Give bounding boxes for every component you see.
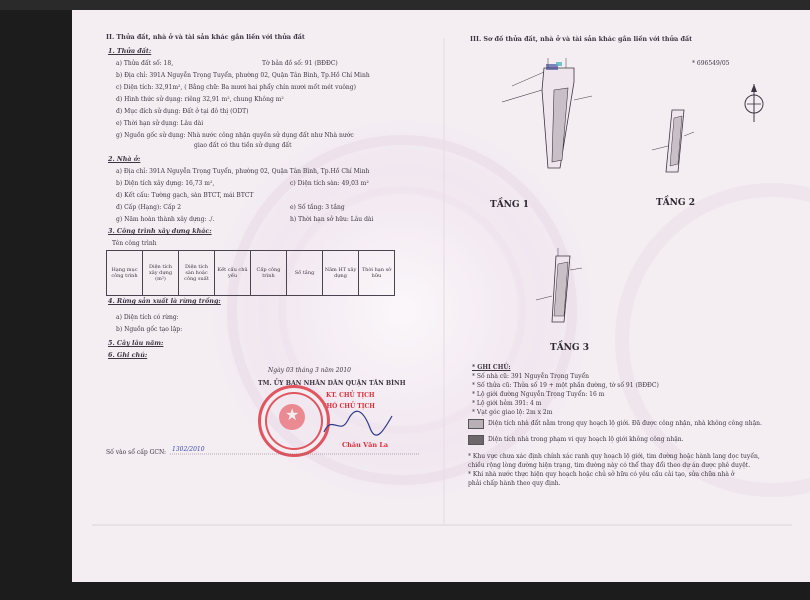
house-built-area: b) Diện tích xây dựng: 16,73 m², — [116, 180, 215, 187]
house-structure: d) Kết cấu: Tường gạch, sàn BTCT, mái BTCT — [116, 192, 254, 199]
issue-date: Ngày 03 tháng 3 năm 2010 — [268, 367, 352, 374]
house-year: g) Năm hoàn thành xây dựng: ./. — [116, 216, 215, 223]
house-owner-term: h) Thời hạn sở hữu: Lâu dài — [290, 216, 374, 223]
house-grade: đ) Cấp (Hạng): Cấp 2 — [116, 204, 182, 211]
table-header: Diện tích sàn hoặc công suất — [179, 251, 215, 296]
legend-text-recognized: Diện tích nhà đất nằm trong quy hoạch lộ giới. Đã được công nhận, nhà không công nhận. — [488, 420, 762, 427]
construction-table — [106, 250, 395, 296]
plot-number: a) Thửa đất số: 18, — [116, 60, 174, 67]
right-notes-title: * GHI CHÚ: — [472, 364, 511, 371]
table-header: Thời hạn sở hữu — [359, 251, 395, 296]
certificate-number: * 696549/05 — [692, 60, 730, 67]
table-header: Năm HT xây dựng — [323, 251, 359, 296]
map-sheet: Tờ bản đồ số: 91 (BĐĐC) — [262, 60, 338, 67]
floor-1-plan — [482, 50, 602, 200]
table-header: Cấp công trình — [251, 251, 287, 296]
note-line: * Số thửa cũ: Thửa số 19 + một phần đường, tờ số 91 (BĐĐC) — [472, 382, 659, 389]
extra-note-line: chiều rộng lòng đường hiện trạng, tim đường này có thể thay đổi theo dự án được phê duyệt. — [468, 462, 751, 469]
authority-role-1: KT. CHỦ TỊCH — [326, 392, 375, 399]
floor-3-plan — [518, 246, 588, 336]
gcn-underline — [170, 453, 420, 456]
forest-origin: b) Nguồn gốc tạo lập: — [116, 326, 183, 333]
house-title: 2. Nhà ở: — [108, 155, 141, 163]
land-address: b) Địa chỉ: 391A Nguyễn Trọng Tuyển, phường 02, Quận Tân Bình, Tp.Hồ Chí Minh — [116, 72, 370, 79]
notes-title: 6. Ghi chú: — [108, 351, 148, 359]
note-line: * Vạt góc giao lộ: 2m x 2m — [472, 409, 553, 416]
legend-text-unrecognized: Diện tích nhà trong phạm vi quy hoạch lộ giới không công nhận. — [488, 436, 684, 443]
section-iii-heading: III. Sơ đồ thửa đất, nhà ở và tài sản khác gắn liền với thửa đất — [470, 35, 693, 43]
note-line: * Số nhà cũ: 391 Nguyễn Trọng Tuyển — [472, 373, 590, 380]
table-header: Hạng mục công trình — [107, 251, 143, 296]
floor-1-label: TẦNG 1 — [490, 200, 529, 210]
legend-swatch-recognized — [468, 419, 484, 429]
table-header: Kết cấu chủ yếu — [215, 251, 251, 296]
section-ii-heading: II. Thửa đất, nhà ở và tài sản khác gắn liền với thửa đất — [106, 33, 305, 41]
use-origin-cont: giao đất có thu tiền sử dụng đất — [194, 142, 292, 149]
signature — [318, 410, 398, 440]
extra-note-line: * Khu vực chưa xác định chính xác ranh quy hoạch lộ giới, tim đường hoặc hành lang dọc tuyến, — [468, 453, 760, 460]
table-row — [107, 251, 395, 296]
floor-2-label: TẦNG 2 — [656, 198, 695, 208]
legend-swatch-unrecognized — [468, 435, 484, 445]
extra-note-line: * Khi nhà nước thực hiện quy hoạch hoặc chủ sở hữu có yêu cầu cải tạo, sửa chữa nhà ở — [468, 471, 735, 478]
extra-note-line: phải chấp hành theo quy định. — [468, 480, 561, 487]
house-floors: e) Số tầng: 3 tầng — [290, 204, 345, 211]
house-address: a) Địa chỉ: 391A Nguyễn Trọng Tuyển, phường 02, Quận Tân Bình, Tp.Hồ Chí Minh — [116, 168, 370, 175]
table-header: Số tầng — [287, 251, 323, 296]
table-header: Diện tích xây dựng (m²) — [143, 251, 179, 296]
floor-3-label: TẦNG 3 — [550, 343, 589, 353]
top-frame — [0, 0, 810, 10]
use-form: d) Hình thức sử dụng: riêng 32,91 m², chung Không m² — [116, 96, 284, 103]
forest-title: 4. Rừng sản xuất là rừng trồng: — [108, 297, 221, 305]
note-line: * Lộ giới hẻm 391: 4 m — [472, 400, 542, 407]
use-term: e) Thời hạn sử dụng: Lâu dài — [116, 120, 204, 127]
land-area: c) Diện tích: 32,91m², ( Bằng chữ: Ba mươi hai phẩy chín mươi mốt mét vuông) — [116, 84, 356, 91]
gcn-label: Số vào sổ cấp GCN: — [106, 449, 167, 456]
forest-area: a) Diện tích có rừng: — [116, 314, 179, 321]
perennial-title: 5. Cây lâu năm: — [108, 339, 164, 347]
floor-2-plan — [638, 106, 698, 186]
authority-role-2: PHÓ CHỦ TỊCH — [322, 403, 375, 410]
house-floor-area: c) Diện tích sàn: 49,03 m² — [290, 180, 369, 187]
note-line: * Lộ giới đường Nguyễn Trọng Tuyển: 16 m — [472, 391, 605, 398]
signer-name: Châu Văn La — [342, 441, 389, 449]
use-purpose: đ) Mục đích sử dụng: Đất ở tại đô thị (ODT) — [116, 108, 249, 115]
certificate-page — [72, 10, 810, 582]
bottom-frame — [0, 582, 810, 600]
construction-name-label: Tên công trình — [112, 240, 157, 247]
use-origin: g) Nguồn gốc sử dụng: Nhà nước công nhận quyền sử dụng đất như Nhà nước — [116, 132, 354, 139]
gcn-value: 1302/2010 — [172, 446, 205, 453]
land-title: 1. Thửa đất: — [108, 47, 152, 55]
construction-title: 3. Công trình xây dựng khác: — [108, 227, 212, 235]
authority-name: TM. ỦY BAN NHÂN DÂN QUẬN TÂN BÌNH — [258, 380, 406, 387]
north-arrow-icon — [742, 82, 766, 124]
star-icon: ★ — [285, 405, 300, 424]
